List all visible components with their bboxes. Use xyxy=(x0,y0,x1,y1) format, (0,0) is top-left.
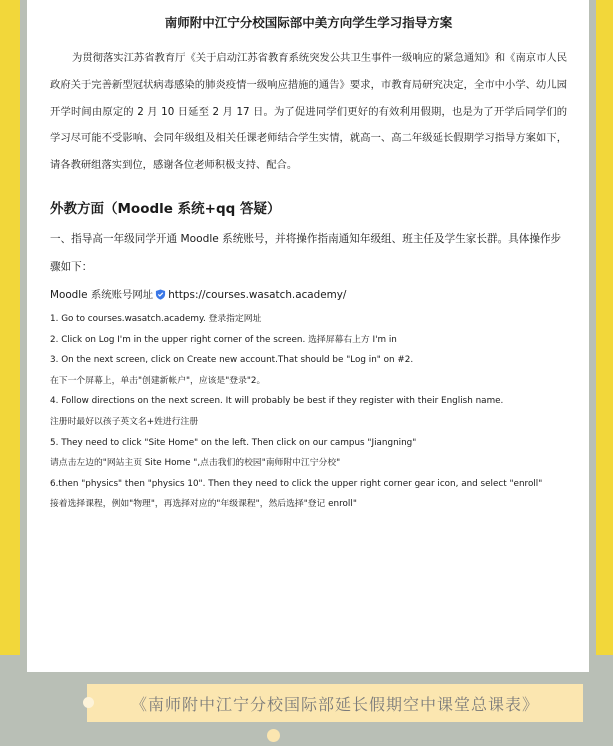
moodle-url-line xyxy=(50,285,567,305)
decorative-dot-left xyxy=(83,697,94,708)
schedule-banner[interactable]: 《南师附中江宁分校国际部延长假期空中课堂总课表》 xyxy=(87,684,583,722)
step-4: 4. Follow directions on the next screen. It will probably be best if they register with their English name. xyxy=(50,396,504,407)
section-intro: 一、指导高一年级同学开通 Moodle 系统账号，并将操作指南通知年级组、班主任及学生家长群。具体操作步骤如下： xyxy=(50,232,562,273)
moodle-url-link[interactable]: https://courses.wasatch.academy/ xyxy=(168,288,347,301)
step-5-cn: 请点击左边的"网站主页 Site Home ",点击我们的校园"南师附中江宁分校" xyxy=(50,458,341,469)
intro-paragraph: 为贯彻落实江苏省教育厅《关于启动江苏省教育系统突发公共卫生事件一级响应的紧急通知》和《南京市人民政府关于完善新型冠状病毒感染的肺炎疫情一级响应措施的通告》要求，市教育局研究决定，全市中小学、幼儿园开学时间由原定的 2 月 10 日延至 2 月 17 日。为了促进同学们更好的有效利用假期，也是为了开学后同学们的学习尽可能不受影响、会同年级组及相关任课老师结合学生实情，就高一、高二年级延长假期学习指导方案如下，请各教研组落实到位，感谢各位老师积极支持、配合。 xyxy=(50,52,567,172)
steps-list xyxy=(50,309,567,515)
step-6-cn: 接着选择课程，例如"物理"，再选择对应的"年级课程"，然后选择"登记 enroll" xyxy=(50,499,357,510)
document-title: 南师附中江宁分校国际部中美方向学生学习指导方案 xyxy=(164,15,453,30)
document-card xyxy=(27,0,589,672)
decorative-dot-bottom xyxy=(267,729,280,742)
step-5: 5. They need to click "Site Home" on the left. Then click on our campus "Jiangning" xyxy=(50,437,417,448)
section-heading: 外教方面（Moodle 系统+qq 答疑） xyxy=(50,200,281,217)
step-6: 6.then "physics" then "physics 10". Then they need to click the upper right corner gear icon, and select "enroll" xyxy=(50,478,543,489)
left-yellow-stripe xyxy=(0,0,20,655)
step-2: 2. Click on Log I'm in the upper right corner of the screen. 选择屏幕右上方 I'm in xyxy=(50,334,397,345)
shield-icon xyxy=(155,289,166,300)
step-1: 1. Go to courses.wasatch.academy. 登录指定网址 xyxy=(50,313,262,324)
step-3-cn: 在下一个屏幕上，单击"创建新帐户"，应该是"登录"2。 xyxy=(50,375,266,386)
url-label: Moodle 系统账号网址 xyxy=(50,288,154,301)
step-4-cn: 注册时最好以孩子英文名+姓进行注册 xyxy=(50,416,199,427)
step-3: 3. On the next screen, click on Create new account.That should be "Log in" on #2. xyxy=(50,355,414,366)
right-yellow-stripe xyxy=(596,0,613,655)
